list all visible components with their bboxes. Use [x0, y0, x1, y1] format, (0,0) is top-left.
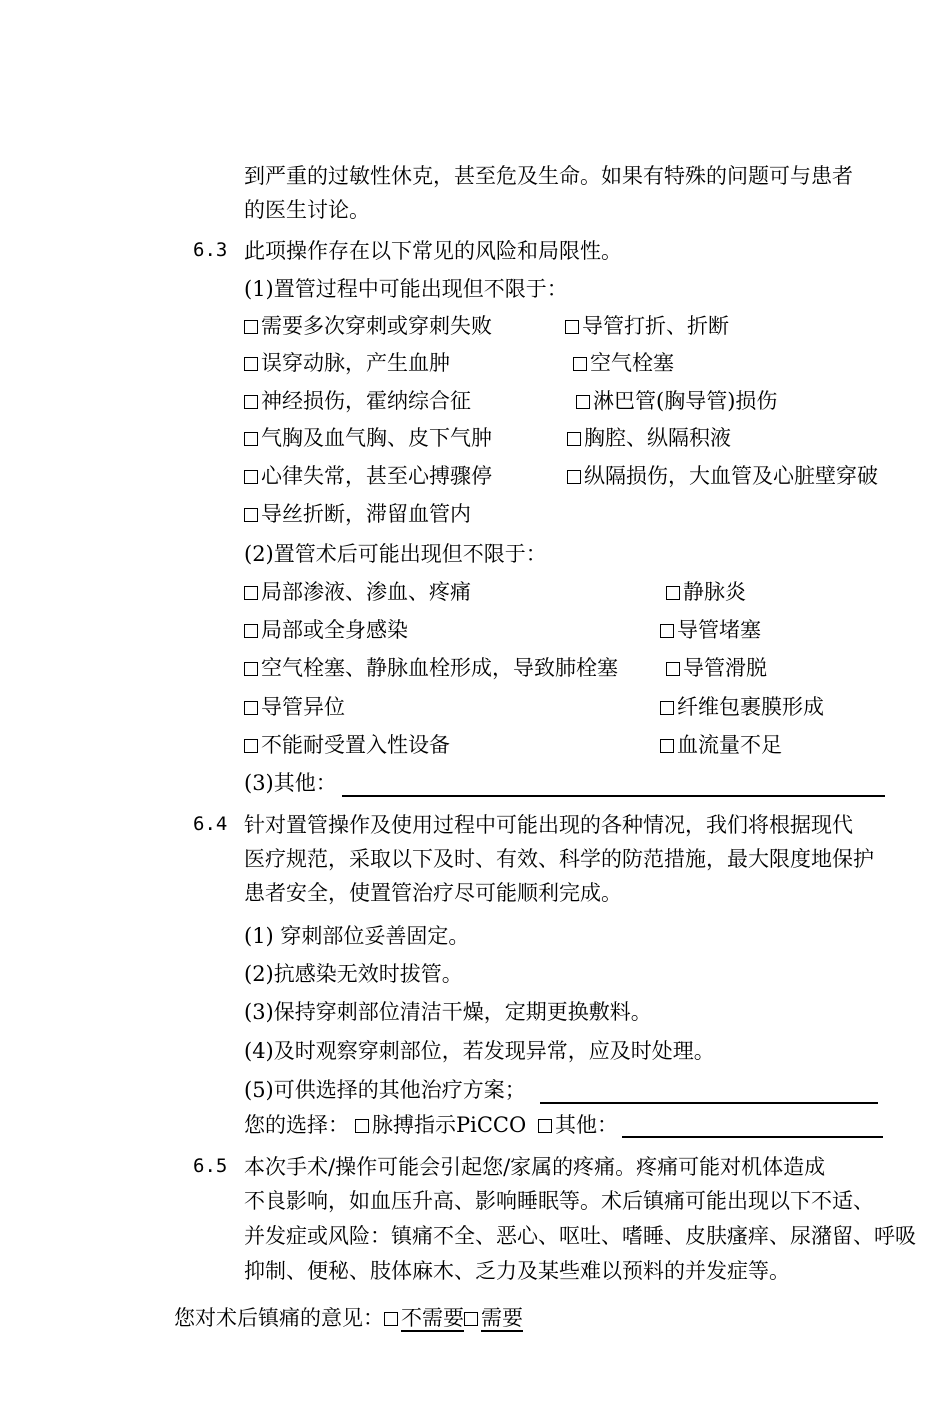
section-title-6-3: 此项操作存在以下常见的风险和局限性。: [244, 239, 622, 263]
no-need-label: 不需要: [401, 1306, 464, 1330]
section-number-6-3: 6.3: [193, 239, 228, 261]
section-6-4-line-2: 医疗规范，采取以下及时、有效、科学的防范措施，最大限度地保护: [244, 847, 874, 871]
pain-opinion-label: 您对术后镇痛的意见：: [174, 1306, 384, 1330]
checkbox-risk-effusion[interactable]: [567, 428, 731, 449]
pain-opinion-row: [174, 1308, 523, 1329]
risk-label: 导管打折、折断: [582, 314, 729, 338]
checkbox-risk-pneumothorax[interactable]: [244, 428, 492, 449]
risk-label: 导管异位: [261, 695, 345, 719]
risk-label: 气胸及血气胸、皮下气肿: [261, 426, 492, 450]
risk-label: 空气栓塞: [590, 351, 674, 375]
risk-label: 纵隔损伤，大血管及心脏壁穿破: [584, 464, 878, 488]
risk-label: 导丝折断，滞留血管内: [261, 502, 471, 526]
checkbox-risk-catheter-blockage[interactable]: [660, 620, 761, 641]
risk-label: 淋巴管(胸导管)损伤: [593, 389, 778, 413]
risk-label: 需要多次穿刺或穿刺失败: [261, 314, 492, 338]
measure-3: (3)保持穿刺部位清洁干燥，定期更换敷料。: [244, 1000, 652, 1024]
measure-1: (1) 穿刺部位妥善固定。: [244, 924, 470, 948]
need-label: 需要: [481, 1306, 523, 1330]
choice-other-blank[interactable]: [622, 1136, 883, 1138]
checkbox-risk-catheter-kink[interactable]: [565, 316, 729, 337]
checkbox-risk-arterial-puncture[interactable]: [244, 353, 450, 374]
risk-label: 导管堵塞: [677, 618, 761, 642]
checkbox-risk-lymphatic-injury[interactable]: [576, 391, 777, 412]
checkbox-risk-arrhythmia[interactable]: [244, 466, 492, 487]
risk-label: 局部或全身感染: [261, 618, 408, 642]
section-6-4-line-3: 患者安全，使置管治疗尽可能顺利完成。: [244, 881, 622, 905]
subheading-after-placement: (2)置管术后可能出现但不限于：: [244, 542, 547, 566]
choice-label: 您的选择：: [244, 1113, 349, 1137]
section-6-4-line-1: 针对置管操作及使用过程中可能出现的各种情况，我们将根据现代: [244, 813, 853, 837]
section-6-5-line-3: 并发症或风险：镇痛不全、恶心、呕吐、嗜睡、皮肤瘙痒、尿潴留、呼吸: [244, 1224, 916, 1248]
subheading-during-placement: (1)置管过程中可能出现但不限于：: [244, 277, 568, 301]
subheading-other: (3)其他：: [244, 771, 337, 795]
choice-other-label: 其他：: [555, 1113, 618, 1137]
risk-label: 局部渗液、渗血、疼痛: [261, 580, 471, 604]
section-6-5-line-2: 不良影响，如血压升高、影响睡眠等。术后镇痛可能出现以下不适、: [244, 1189, 874, 1213]
checkbox-risk-infection[interactable]: [244, 620, 408, 641]
measure-2: (2)抗感染无效时拔管。: [244, 962, 463, 986]
checkbox-risk-malposition[interactable]: [244, 697, 345, 718]
checkbox-risk-multiple-punctures[interactable]: [244, 316, 492, 337]
checkbox-risk-air-embolism[interactable]: [573, 353, 674, 374]
section-number-6-4: 6.4: [193, 813, 228, 835]
checkbox-choice-picco[interactable]: [355, 1115, 526, 1136]
checkbox-risk-guidewire-break[interactable]: [244, 504, 471, 525]
risk-label: 误穿动脉，产生血肿: [261, 351, 450, 375]
risk-label: 血流量不足: [677, 733, 782, 757]
risk-label: 纤维包裹膜形成: [677, 695, 824, 719]
alternative-plan-blank[interactable]: [540, 1102, 878, 1104]
risk-label: 空气栓塞、静脉血栓形成，导致肺栓塞: [261, 656, 618, 680]
checkbox-risk-thrombosis[interactable]: [244, 658, 618, 679]
checkbox-risk-local-bleeding[interactable]: [244, 582, 471, 603]
checkbox-risk-catheter-dislodgement[interactable]: [666, 658, 767, 679]
other-risks-blank[interactable]: [342, 795, 885, 797]
section-6-5-line-1: 本次手术/操作可能会引起您/家属的疼痛。疼痛可能对机体造成: [244, 1155, 826, 1179]
measure-5: (5)可供选择的其他治疗方案；: [244, 1078, 526, 1102]
checkbox-no-need[interactable]: [384, 1306, 464, 1330]
risk-label: 静脉炎: [683, 580, 746, 604]
intro-line-1: 到严重的过敏性休克，甚至危及生命。如果有特殊的问题可与患者: [244, 164, 853, 188]
checkbox-risk-mediastinal-injury[interactable]: [567, 466, 878, 487]
risk-label: 胸腔、纵隔积液: [584, 426, 731, 450]
checkbox-risk-nerve-injury[interactable]: [244, 391, 471, 412]
checkbox-risk-low-flow[interactable]: [660, 735, 782, 756]
measure-4: (4)及时观察穿刺部位，若发现异常，应及时处理。: [244, 1039, 715, 1063]
checkbox-choice-other[interactable]: [538, 1115, 618, 1136]
risk-label: 不能耐受置入性设备: [261, 733, 450, 757]
checkbox-risk-fibrin-sheath[interactable]: [660, 697, 824, 718]
section-6-5-line-4: 抑制、便秘、肢体麻木、乏力及某些难以预料的并发症等。: [244, 1259, 790, 1283]
risk-label: 神经损伤，霍纳综合征: [261, 389, 471, 413]
checkbox-risk-device-intolerance[interactable]: [244, 735, 450, 756]
checkbox-risk-phlebitis[interactable]: [666, 582, 746, 603]
section-number-6-5: 6.5: [193, 1155, 228, 1177]
intro-line-2: 的医生讨论。: [244, 198, 370, 222]
choice-picco-label: 脉搏指示PiCCO: [372, 1113, 527, 1137]
checkbox-need[interactable]: [464, 1306, 523, 1330]
risk-label: 心律失常，甚至心搏骤停: [261, 464, 492, 488]
risk-label: 导管滑脱: [683, 656, 767, 680]
